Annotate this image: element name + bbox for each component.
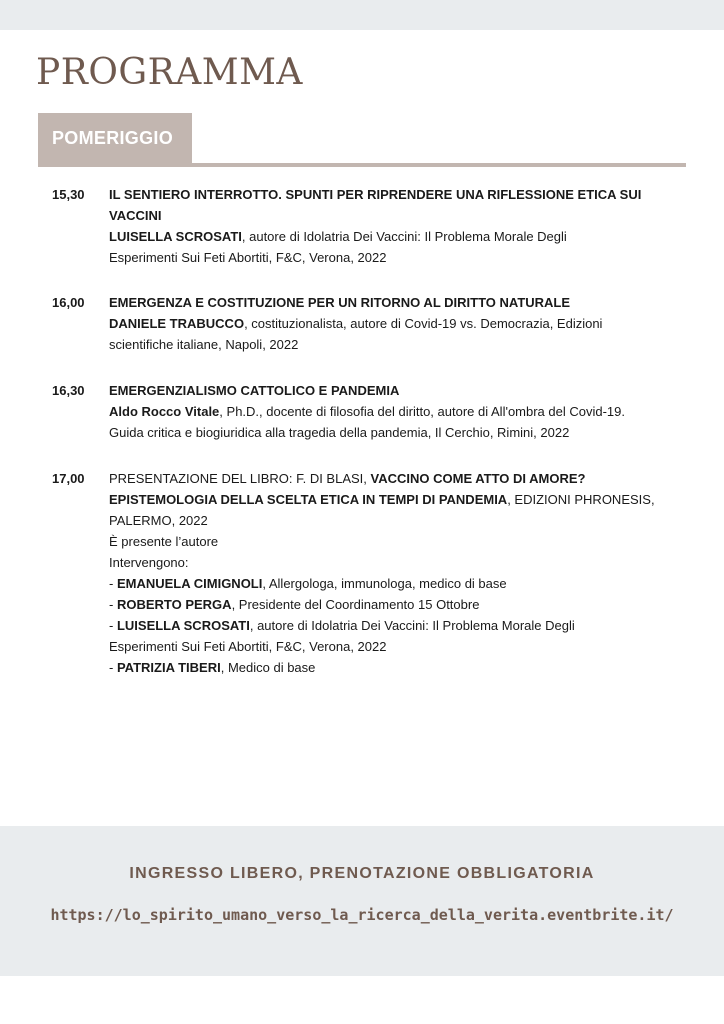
speaker-detail: , Ph.D., docente di filosofia del diritto, autore di All'ombra del Covid-19. <box>219 404 625 419</box>
speaker-item <box>109 657 679 678</box>
speaker-name: DANIELE TRABUCCO <box>109 316 245 331</box>
speaker-role: , Allergologa, immunologa, medico di base <box>262 576 507 591</box>
book-subtitle: EPISTEMOLOGIA DELLA SCELTA ETICA IN TEMPI DI PANDEMIA <box>109 492 508 507</box>
entry-time: 15,30 <box>52 187 85 202</box>
speaker-name: EMANUELA CIMIGNOLI <box>116 576 263 591</box>
entry-speaker-line <box>109 313 679 334</box>
list-dash: - <box>109 660 117 675</box>
page-title: PROGRAMMA <box>36 52 303 93</box>
speaker-item <box>109 594 679 615</box>
speaker-role: , Presidente del Coordinamento 15 Ottobre <box>231 597 480 612</box>
entry-title-cont: VACCINI <box>109 208 162 223</box>
speaker-detail-cont: Esperimenti Sui Feti Abortiti, F&C, Verona, 2022 <box>109 250 387 265</box>
entry-title: IL SENTIERO INTERROTTO. SPUNTI PER RIPRENDERE UNA RIFLESSIONE ETICA SUI <box>109 187 642 202</box>
entry-speaker-line <box>109 401 679 422</box>
section-label: POMERIGGIO <box>52 128 174 148</box>
speakers-label: Intervengono: <box>109 555 189 570</box>
entry-body <box>109 380 679 443</box>
entry-body <box>109 468 679 678</box>
book-line <box>109 489 679 510</box>
speaker-detail: , autore di Idolatria Dei Vaccini: Il Problema Morale Degli <box>241 229 567 244</box>
section-tab <box>38 113 192 163</box>
speaker-detail-cont: Guida critica e biogiuridica alla tragedia della pandemia, Il Cerchio, Rimini, 2022 <box>109 425 570 440</box>
list-dash: - <box>109 576 117 591</box>
speaker-name: Aldo Rocco Vitale <box>109 404 220 419</box>
speaker-name: ROBERTO PERGA <box>116 597 232 612</box>
entry-time: 16,00 <box>52 295 85 310</box>
speaker-name: PATRIZIA TIBERI <box>116 660 221 675</box>
top-band <box>0 0 724 30</box>
speaker-role: , autore di Idolatria Dei Vaccini: Il Problema Morale Degli <box>249 618 575 633</box>
entry-title: EMERGENZA E COSTITUZIONE PER UN RITORNO AL DIRITTO NATURALE <box>109 295 571 310</box>
section-divider <box>38 163 686 167</box>
entry-body <box>109 184 679 268</box>
speaker-role-cont: Esperimenti Sui Feti Abortiti, F&C, Verona, 2022 <box>109 639 387 654</box>
entry-time: 16,30 <box>52 383 85 398</box>
speaker-name: LUISELLA SCROSATI <box>109 229 242 244</box>
list-dash: - <box>109 597 117 612</box>
book-publisher: , EDIZIONI PHRONESIS, <box>507 492 655 507</box>
speaker-item <box>109 615 679 636</box>
speaker-detail-cont: scientifiche italiane, Napoli, 2022 <box>109 337 299 352</box>
footer-title: INGRESSO LIBERO, PRENOTAZIONE OBBLIGATORIA <box>129 865 595 882</box>
registration-link[interactable]: https://lo_spirito_umano_verso_la_ricerca_della_verita.eventbrite.it/ <box>50 906 674 924</box>
entry-speaker-line <box>109 226 679 247</box>
book-line <box>109 468 679 489</box>
book-title: VACCINO COME ATTO DI AMORE? <box>370 471 586 486</box>
footer <box>0 826 724 976</box>
speaker-role: , Medico di base <box>220 660 316 675</box>
entry-title: EMERGENZIALISMO CATTOLICO E PANDEMIA <box>109 383 400 398</box>
speaker-name: LUISELLA SCROSATI <box>116 618 250 633</box>
list-dash: - <box>109 618 117 633</box>
book-publisher-cont: PALERMO, 2022 <box>109 513 208 528</box>
author-presence: È presente l’autore <box>109 534 219 549</box>
speaker-item <box>109 573 679 594</box>
book-intro: PRESENTAZIONE DEL LIBRO: F. DI BLASI, <box>109 471 371 486</box>
entry-time: 17,00 <box>52 471 85 486</box>
speaker-detail: , costituzionalista, autore di Covid-19 vs. Democrazia, Edizioni <box>244 316 603 331</box>
entry-body <box>109 292 679 355</box>
